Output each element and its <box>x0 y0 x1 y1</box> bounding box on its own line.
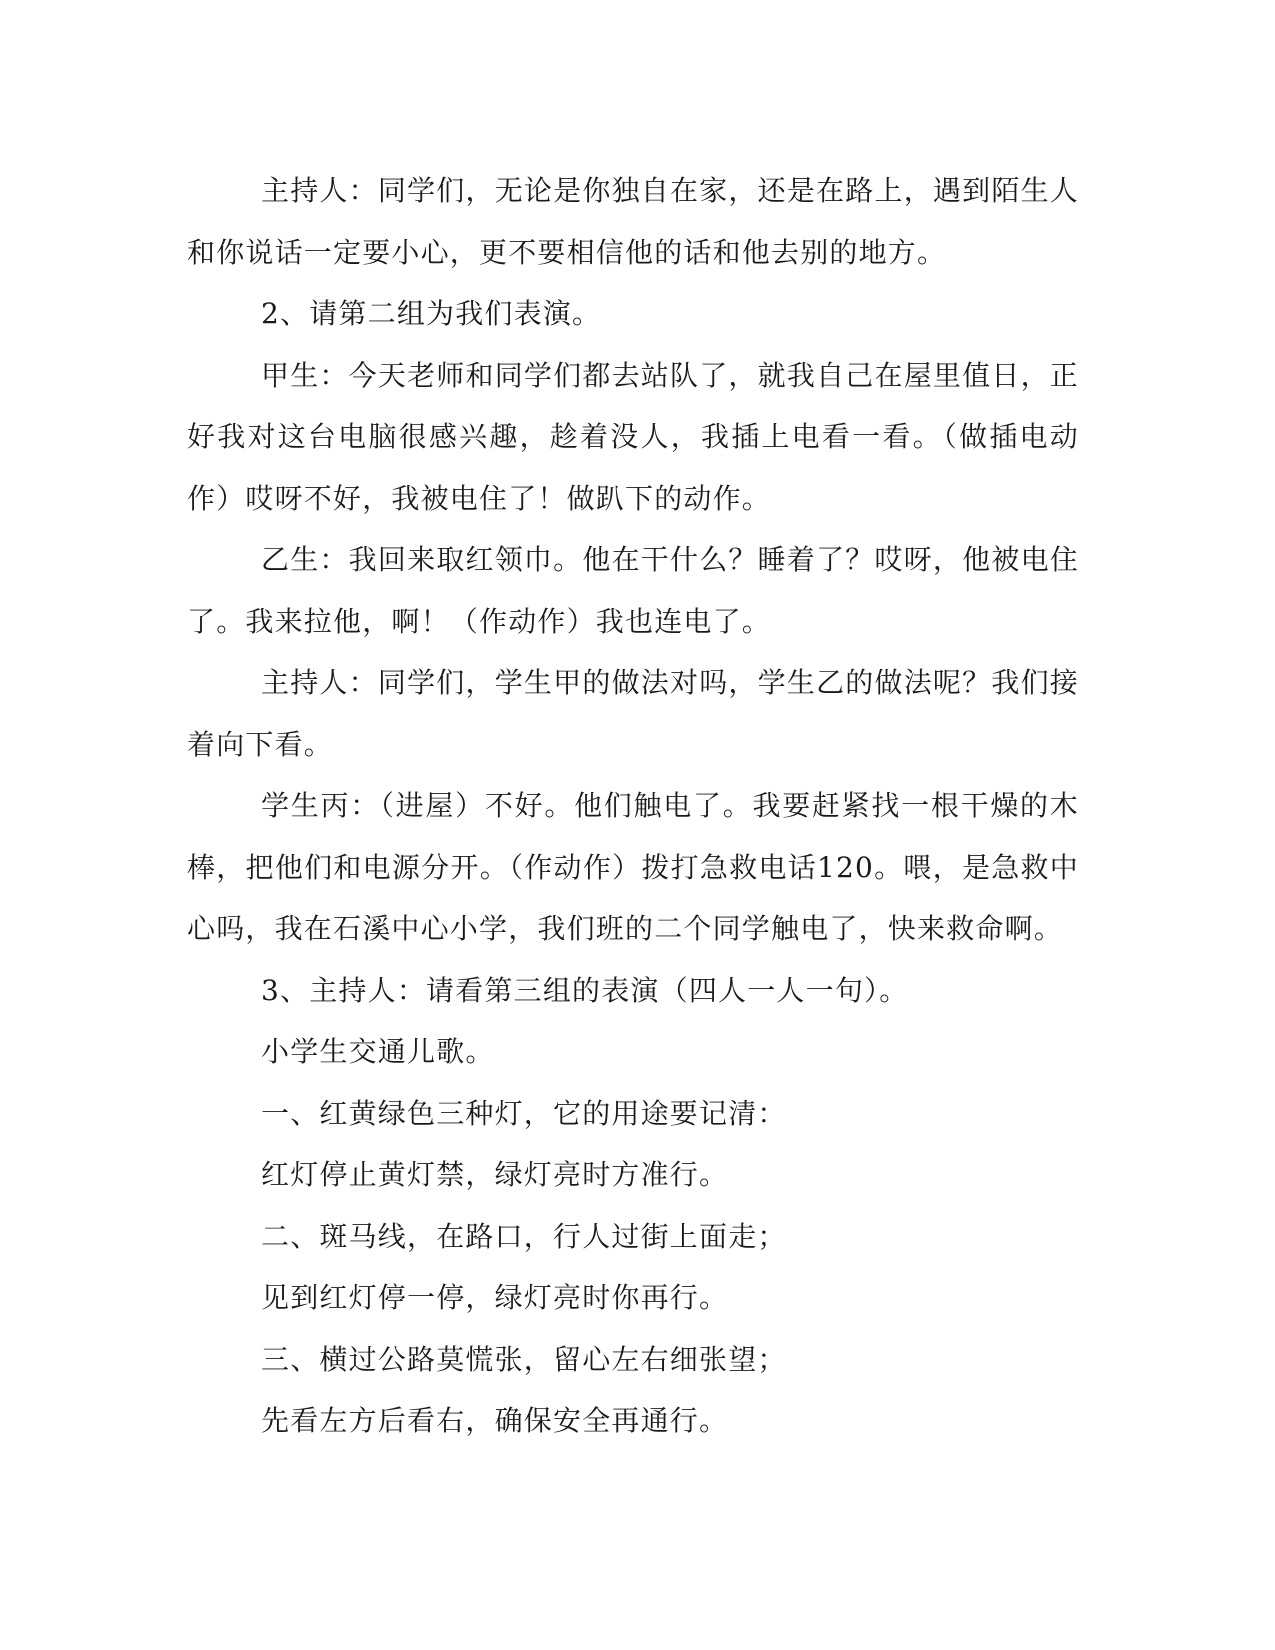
paragraph-student-yi: 乙生：我回来取红领巾。他在干什么？睡着了？哎呀，他被电住了。我来拉他，啊！（作动作）我也连电了。 <box>187 543 1079 638</box>
song-line-3: 二、斑马线，在路口，行人过街上面走； <box>261 1219 787 1253</box>
paragraph-student-jia: 甲生：今天老师和同学们都去站队了，就我自己在屋里值日，正好我对这台电脑很感兴趣，趁着没人，我插上电看一看。（做插电动作）哎呀不好，我被电住了！做趴下的动作。 <box>187 358 1079 515</box>
song-line-6: 先看左方后看右，确保安全再通行。 <box>261 1404 729 1437</box>
paragraph-student-bing: 学生丙：（进屋）不好。他们触电了。我要赶紧找一根干燥的木棒，把他们和电源分开。（作动作）拨打急救电话120。喂，是急救中心吗，我在石溪中心小学，我们班的二个同学触电了，快来救命啊。 <box>187 789 1079 945</box>
song-line-5: 三、横过公路莫慌张，留心左右细张望； <box>261 1342 787 1376</box>
paragraph-host-question: 主持人：同学们，学生甲的做法对吗，学生乙的做法呢？我们接着向下看。 <box>187 666 1079 761</box>
paragraph-host-warning: 主持人：同学们，无论是你独自在家，还是在路上，遇到陌生人和你说话一定要小心，更不要相信他的话和他去别的地方。 <box>187 174 1079 269</box>
paragraph-group-three-intro: 3、主持人：请看第三组的表演（四人一人一句）。 <box>261 973 909 1007</box>
song-line-1: 一、红黄绿色三种灯，它的用途要记清： <box>261 1096 787 1130</box>
song-line-4: 见到红灯停一停，绿灯亮时你再行。 <box>261 1281 729 1314</box>
paragraph-song-title: 小学生交通儿歌。 <box>261 1035 495 1068</box>
document-body <box>187 160 1079 1452</box>
paragraph-group-two-intro: 2、请第二组为我们表演。 <box>261 297 602 330</box>
song-line-2: 红灯停止黄灯禁，绿灯亮时方准行。 <box>261 1158 729 1191</box>
